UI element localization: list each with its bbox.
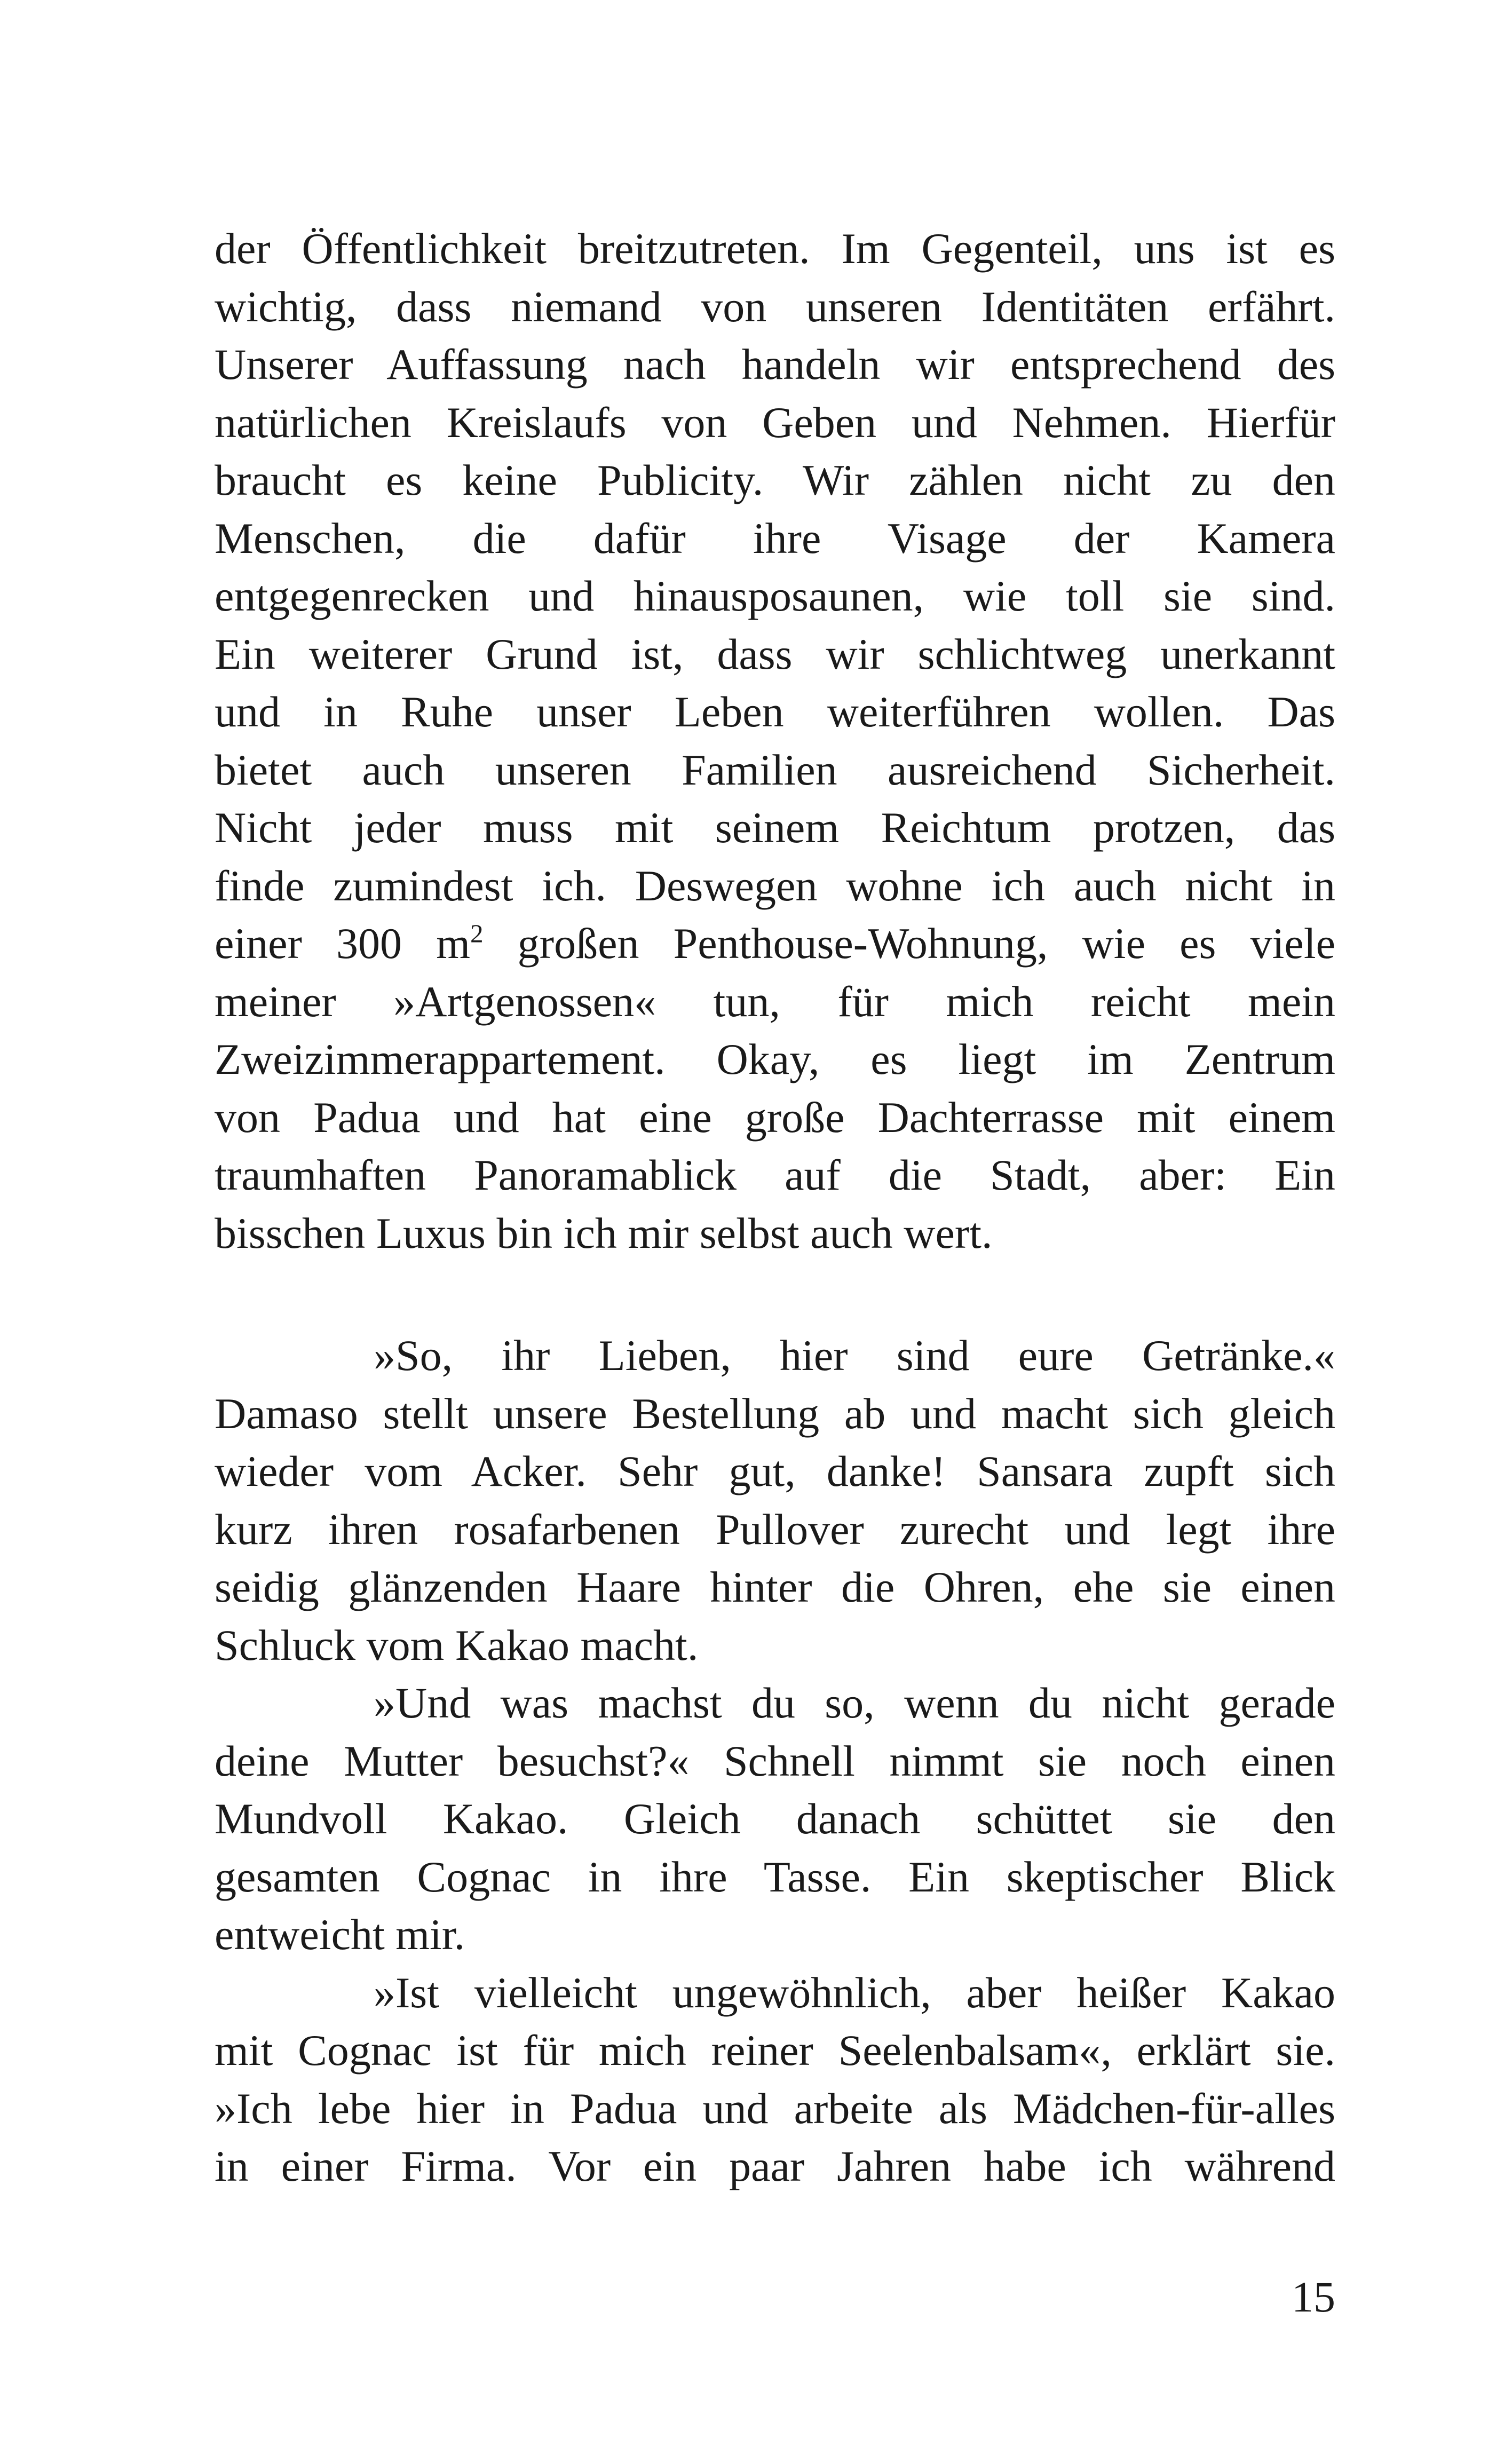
text-line: Unserer Auffassung nach handeln wir entsprechend des [215, 340, 1335, 389]
dialogue-section [215, 1327, 1335, 2196]
text-line: von Padua und hat eine große Dachterrasse mit einem [215, 1093, 1335, 1142]
text-line: deine Mutter besuchst?« Schnell nimmt sie noch einen [215, 1736, 1335, 1785]
text-line: Zweizimmerappartement. Okay, es liegt im Zentrum [215, 1035, 1335, 1083]
text-line: mit Cognac ist für mich reiner Seelenbalsam«, erklärt sie. [215, 2026, 1335, 2075]
text-line: gesamten Cognac in ihre Tasse. Ein skeptischer Blick [215, 1852, 1335, 1901]
text-line: Schluck vom Kakao macht. [215, 1620, 699, 1669]
text-line: natürlichen Kreislaufs von Geben und Nehmen. Hierfür [215, 398, 1335, 447]
text-line: wichtig, dass niemand von unseren Identitäten erfährt. [215, 282, 1335, 331]
superscript-two: 2 [470, 919, 484, 948]
text-line: in einer Firma. Vor ein paar Jahren habe ich während [215, 2142, 1335, 2190]
text-line: seidig glänzenden Haare hinter die Ohren, ehe sie einen [215, 1563, 1335, 1611]
text-line: finde zumindest ich. Deswegen wohne ich auch nicht in [215, 861, 1335, 910]
text-line: einer 300 $m^2$ großen Penthouse-Wohnung, wie es viele [215, 919, 1336, 968]
text-line: kurz ihren rosafarbenen Pullover zurecht und legt ihre [215, 1505, 1335, 1554]
text-line: bietet auch unseren Familien ausreichend Sicherheit. [215, 745, 1335, 794]
text-line: »Und was machst du so, wenn du nicht gerade [374, 1679, 1335, 1727]
text-line: traumhaften Panoramablick auf die Stadt, aber: Ein [215, 1151, 1335, 1199]
text-line: Ein weiterer Grund ist, dass wir schlichtweg unerkannt [215, 629, 1335, 678]
text-line: Nicht jeder muss mit seinem Reichtum protzen, das [215, 803, 1335, 852]
text-line: bisschen Luxus bin ich mir selbst auch wert. [215, 1208, 993, 1257]
text-line: »So, ihr Lieben, hier sind eure Getränke.« [374, 1331, 1335, 1380]
text-line: entgegenrecken und hinausposaunen, wie toll sie sind. [215, 572, 1335, 620]
text-line: entweicht mir. [215, 1910, 465, 1959]
text-line: »Ist vielleicht ungewöhnlich, aber heißer Kakao [374, 1968, 1335, 2017]
text-line: und in Ruhe unser Leben weiterführen wollen. Das [215, 687, 1335, 736]
text-line: »Ich lebe hier in Padua und arbeite als Mädchen-für-alles [215, 2084, 1335, 2133]
page-number: 15 [1292, 2273, 1335, 2321]
text-line: Mundvoll Kakao. Gleich danach schüttet sie den [215, 1794, 1335, 1843]
text-line: braucht es keine Publicity. Wir zählen nicht zu den [215, 456, 1335, 504]
text-line: wieder vom Acker. Sehr gut, danke! Sansara zupft sich [215, 1447, 1335, 1495]
text-line: der Öffentlichkeit breitzutreten. Im Gegenteil, uns ist es [215, 224, 1335, 273]
text-line: Menschen, die dafür ihre Visage der Kamera [215, 513, 1335, 563]
text-line: meiner »Artgenossen« tun, für mich reicht mein [215, 977, 1335, 1026]
text-line: Damaso stellt unsere Bestellung ab und macht sich gleich [215, 1389, 1335, 1438]
paragraph-1 [215, 220, 1335, 1262]
